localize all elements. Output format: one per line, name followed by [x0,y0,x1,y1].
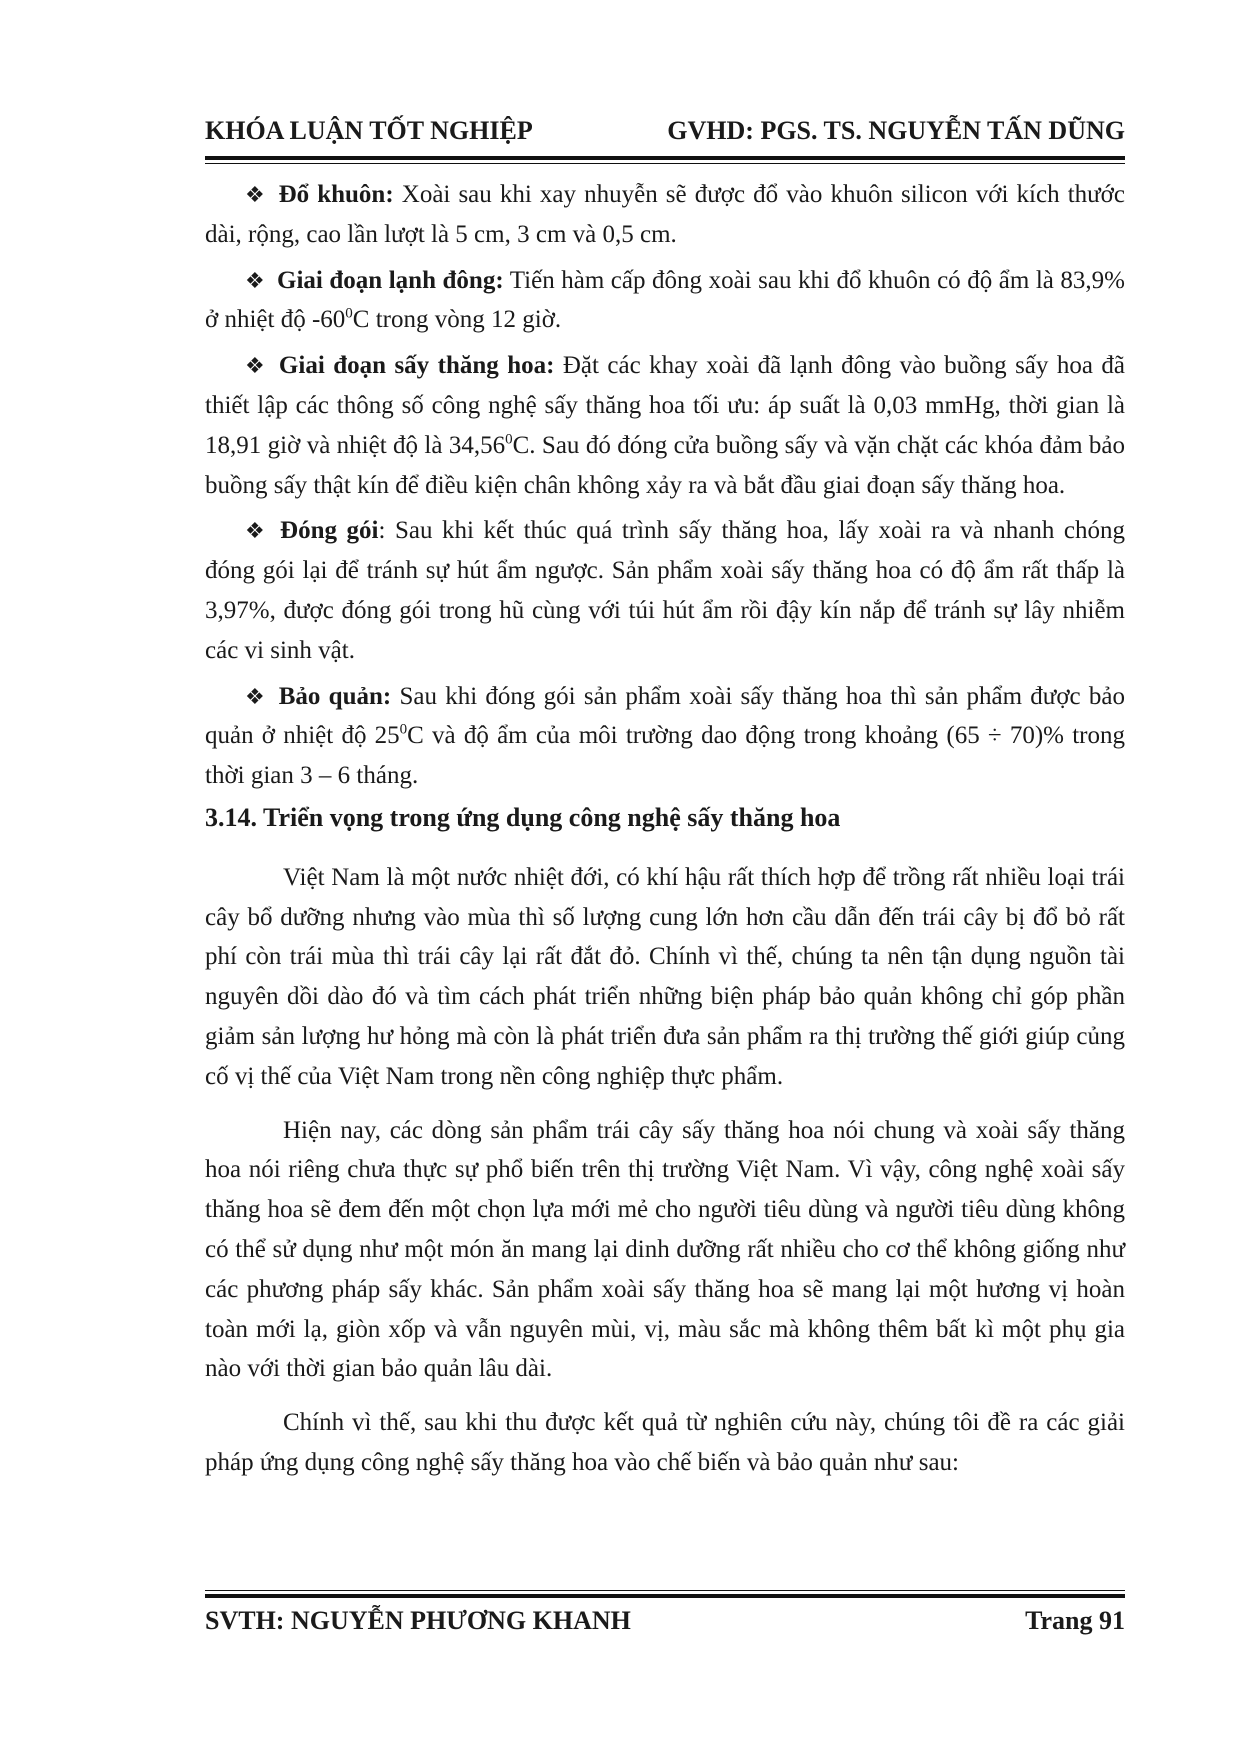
header-advisor: GVHD: PGS. TS. NGUYỄN TẤN DŨNG [667,116,1125,145]
bullet-text: C trong vòng 12 giờ. [352,306,562,334]
page-header [205,116,1125,158]
bullet-text: Sau khi đóng gói sản phẩm xoài sấy thăng hoa thì sản phẩm được bảo quản ở nhiệt độ 25 [205,682,1125,750]
bullet-text: C. Sau đó đóng cửa buồng sấy và vặn chặt các khóa đảm bảo buồng sấy thật kín để điều kiện chân không xảy ra và bắt đầu giai đoạn sấy thăng hoa. [205,431,1125,499]
page-number: Trang 91 [1025,1606,1125,1635]
diamond-bullet-icon: ❖ [245,683,267,709]
header-rule-thin [205,163,1125,164]
bullet-title: Bảo quản: [278,682,392,710]
footer-rule-thick [205,1594,1125,1598]
footer-rule-thin [205,1590,1125,1591]
document-body [205,175,1125,1483]
bullet-title: Đổ khuôn: [278,181,394,208]
body-paragraph: Chính vì thế, sau khi thu được kết quả từ nghiên cứu này, chúng tôi đề ra các giải pháp ứng dụng công nghệ sấy thăng hoa vào chế biến và bảo quản như sau: [205,1409,1125,1476]
bullet-text: : Sau khi kết thúc quá trình sấy thăng hoa, lấy xoài ra và nhanh chóng đóng gói lại để tránh sự hút ẩm ngược. Sản phẩm xoài sấy thăng hoa có độ ẩm rất thấp là 3,97%, được đóng gói trong hũ cùng với túi hút ẩm rồi đậy kín nắp để tránh sự lây nhiễm các vi sinh vật. [205,517,1125,664]
diamond-bullet-icon: ❖ [245,353,267,379]
page-footer [205,1606,1125,1646]
bullet-text: Xoài sau khi xay nhuyễn sẽ được đổ vào khuôn silicon với kích thước dài, rộng, cao lần lượt là 5 cm, 3 cm và 0,5 cm. [205,181,1126,248]
bullet-title: Giai đoạn sấy thăng hoa: [278,352,555,380]
bullet-dong-goi [205,511,1125,670]
degree-superscript: 0 [399,722,408,739]
bullet-say-thang-hoa [205,346,1125,505]
bullet-title: Đóng gói [280,517,379,545]
diamond-bullet-icon: ❖ [245,518,269,544]
footer-student: SVTH: NGUYỄN PHƯƠNG KHANH [205,1606,631,1635]
header-thesis-title: KHÓA LUẬN TỐT NGHIỆP [205,116,533,145]
diamond-bullet-icon: ❖ [245,267,266,293]
body-paragraph: Hiện nay, các dòng sản phẩm trái cây sấy thăng hoa nói chung và xoài sấy thăng hoa nói riêng chưa thực sự phổ biến trên thị trường Việt Nam. Vì vậy, công nghệ xoài sấy thăng hoa sẽ đem đến một chọn lựa mới mẻ cho người tiêu dùng và người tiêu dùng không có thể sử dụng như một món ăn mang lại dinh dưỡng rất nhiều cho cơ thể không giống như các phương pháp sấy khác. Sản phẩm xoài sấy thăng hoa sẽ mang lại một hương vị hoàn toàn mới lạ, giòn xốp và vẫn nguyên mùi, vị, màu sắc mà không thêm bất kì một phụ gia nào với thời gian bảo quản lâu dài. [205,1116,1125,1383]
degree-superscript: 0 [505,431,513,448]
degree-superscript: 0 [345,306,353,323]
bullet-title: Giai đoạn lạnh đông: [277,266,504,294]
bullet-text: Tiến hàm cấp đông xoài sau khi đổ khuôn có độ ẩm là 83,9% ở nhiệt độ -60 [205,266,1125,334]
header-rule-thick [205,156,1125,160]
bullet-text: Đặt các khay xoài đã lạnh đông vào buồng sấy hoa đã thiết lập các thông số công nghệ sấy thăng hoa tối ưu: áp suất là 0,03 mmHg, thời gian là 18,91 giờ và nhiệt độ là 34,56 [205,352,1125,459]
bullet-text: C và độ ẩm của môi trường dao động trong khoảng (65 ÷ 70)% trong thời gian 3 – 6 tháng. [205,722,1125,790]
body-paragraph: Việt Nam là một nước nhiệt đới, có khí hậu rất thích hợp để trồng rất nhiều loại trái cây bổ dưỡng nhưng vào mùa thì số lượng cung lớn hơn cầu dẫn đến trái cây bị đổ bỏ rất phí còn trái mùa thì trái cây lại rất đắt đỏ. Chính vì thế, chúng ta nên tận dụng nguồn tài nguyên dồi dào đó và tìm cách phát triển những biện pháp bảo quản không chỉ góp phần giảm sản lượng hư hỏng mà còn là phát triển đưa sản phẩm ra thị trường thế giới giúp củng cố vị thế của Việt Nam trong nền công nghiệp thực phẩm. [205,863,1125,1090]
bullet-lanh-dong [205,261,1125,341]
diamond-bullet-icon: ❖ [245,182,267,207]
section-heading: 3.14. Triển vọng trong ứng dụng công nghệ sấy thăng hoa [205,802,841,832]
bullet-bao-quan [205,677,1125,796]
bullet-do-khuon [205,175,1125,255]
